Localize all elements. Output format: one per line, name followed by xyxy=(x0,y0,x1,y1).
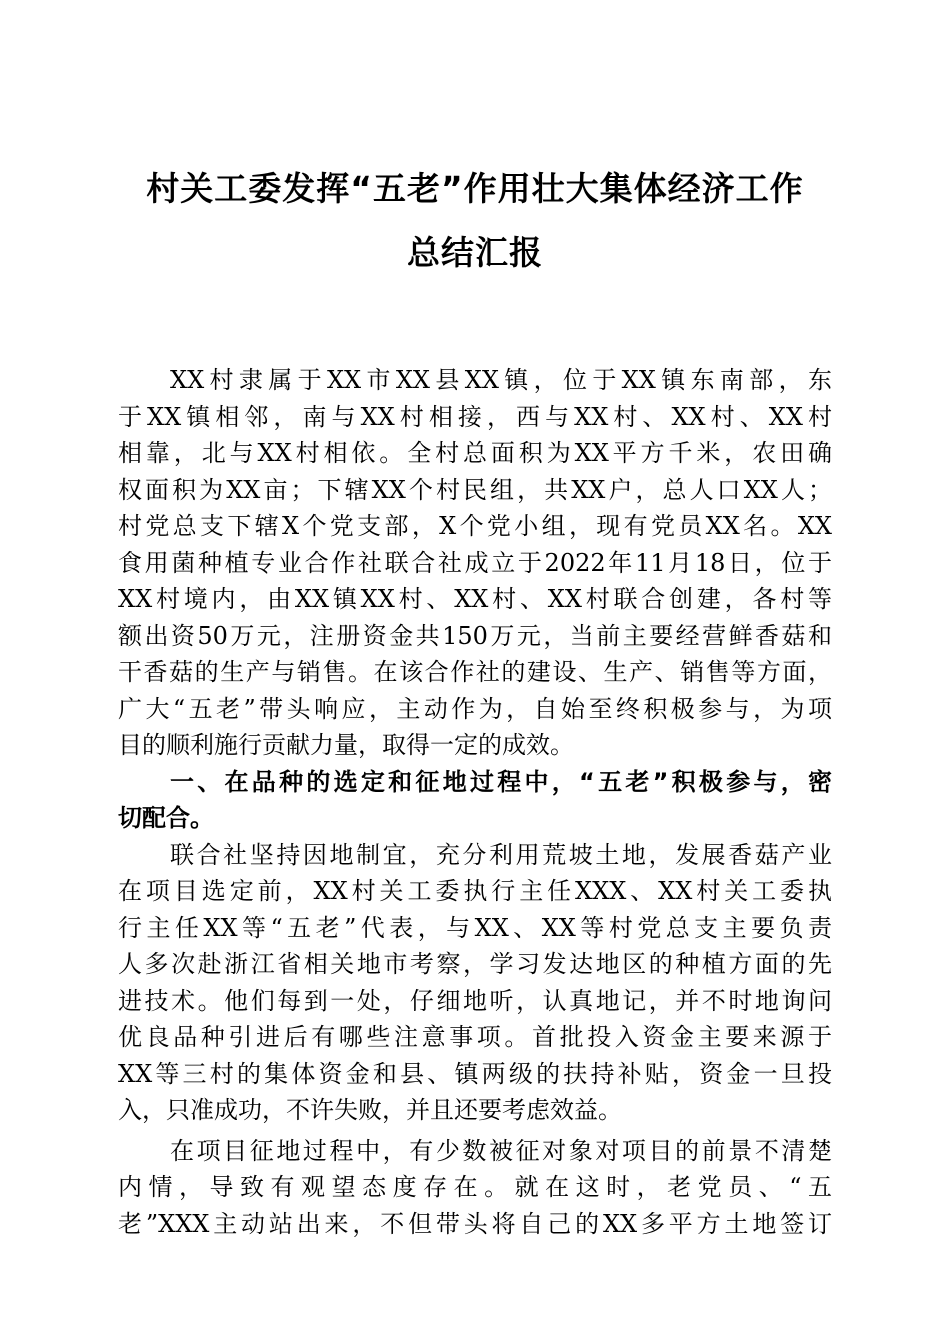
paragraph-selection xyxy=(118,837,832,1129)
heading-line: 一、在品种的选定和征地过程中，“五老”积极参与，密 xyxy=(170,767,832,796)
text-line: 行主任XX等“五老”代表，与XX、XX等村党总支主要负责 xyxy=(118,913,832,942)
text-line: 入，只准成功，不许失败，并且还要考虑效益。 xyxy=(118,1096,622,1124)
text-line: XX等三村的集体资金和县、镇两级的扶持补贴，资金一旦投 xyxy=(118,1059,832,1088)
text-line: 人多次赴浙江省相关地市考察，学习发达地区的种植方面的先 xyxy=(118,950,832,978)
text-line: 额出资50万元，注册资金共150万元，当前主要经营鲜香菇和 xyxy=(118,621,832,650)
text-line: 相靠，北与XX村相依。全村总面积为XX平方千米，农田确 xyxy=(118,439,832,467)
text-line: 进技术。他们每到一处，仔细地听，认真地记，并不时地询问 xyxy=(118,986,832,1015)
text-line: 广大“五老”带头响应，主动作为，自始至终积极参与，为项 xyxy=(118,694,832,723)
paragraph-land xyxy=(118,1133,832,1243)
paragraph-intro xyxy=(118,362,832,764)
text-line: 权面积为XX亩；下辖XX个村民组，共XX户，总人口XX人； xyxy=(118,475,832,504)
text-line: 内情，导致有观望态度存在。就在这时，老党员、“五 xyxy=(118,1173,832,1201)
title-line-2: 总结汇报 xyxy=(407,233,543,272)
heading-line: 切配合。 xyxy=(118,804,214,832)
document-title xyxy=(118,168,832,274)
text-line: 食用菌种植专业合作社联合社成立于2022年11月18日，位于 xyxy=(118,548,832,577)
text-line: 干香菇的生产与销售。在该合作社的建设、生产、销售等方面， xyxy=(118,658,832,686)
text-line: 在项目征地过程中，有少数被征对象对项目的前景不清楚 xyxy=(170,1136,832,1165)
section-heading-1 xyxy=(118,764,832,837)
document-body xyxy=(118,362,832,1242)
text-line: 联合社坚持因地制宜，充分利用荒坡土地，发展香菇产业 xyxy=(170,840,832,869)
text-line: 村党总支下辖X个党支部，X个党小组，现有党员XX名。XX xyxy=(118,512,832,540)
text-line: 在项目选定前，XX村关工委执行主任XXX、XX村关工委执 xyxy=(118,877,832,905)
text-line: 优良品种引进后有哪些注意事项。首批投入资金主要来源于 xyxy=(118,1023,832,1051)
text-line: XX村境内，由XX镇XX村、XX村、XX村联合创建，各村等 xyxy=(118,585,832,613)
text-line: XX村隶属于XX市XX县XX镇，位于XX镇东南部，东 xyxy=(170,366,832,394)
text-line: 老”XXX主动站出来，不但带头将自己的XX多平方土地签订 xyxy=(118,1209,832,1238)
title-line-1: 村关工委发挥“五老”作用壮大集体经济工作 xyxy=(146,169,804,208)
text-line: 于XX镇相邻，南与XX村相接，西与XX村、XX村、XX村 xyxy=(118,402,832,431)
text-line: 目的顺利施行贡献力量，取得一定的成效。 xyxy=(118,731,574,759)
